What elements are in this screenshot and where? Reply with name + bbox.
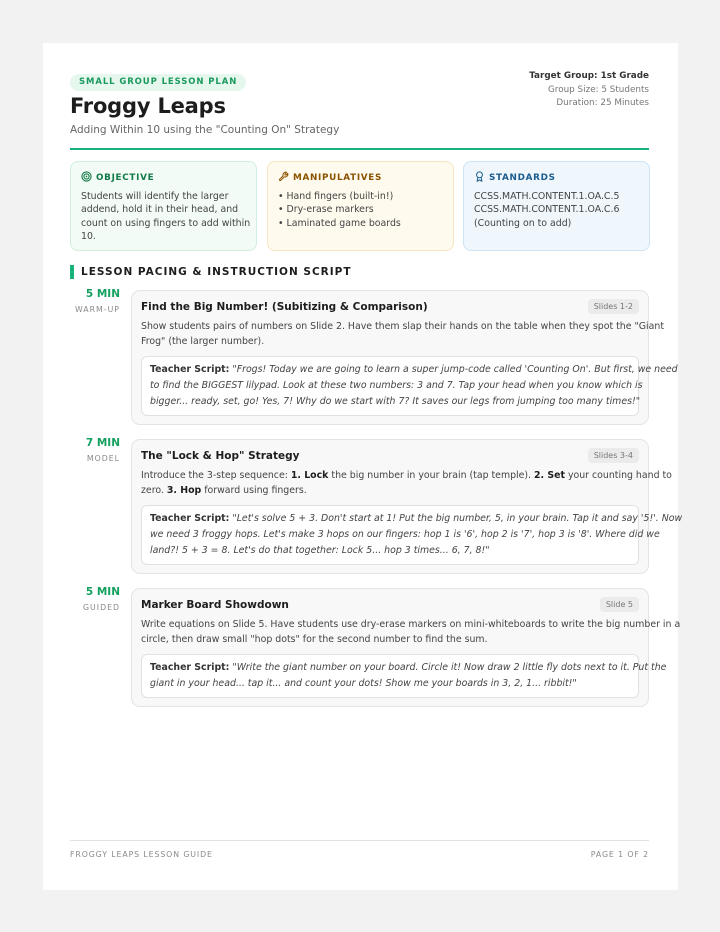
page-title: Froggy Leaps: [70, 94, 226, 118]
step-phase: MODEL: [86, 454, 120, 463]
script-line: giant in your head... tap it... and count your dots! Show me your boards in 3, 2, 1... ribbit!": [150, 677, 577, 689]
description-line: Show students pairs of numbers on Slide 2. Have them slap their hands on the table when they spot the "Giant: [141, 321, 665, 332]
lesson-type-tag: SMALL GROUP LESSON PLAN: [70, 74, 246, 91]
step-time: [70, 437, 120, 463]
step-card: [131, 588, 681, 707]
objective-box: [70, 161, 257, 251]
slides-badge: Slides 1-2: [588, 299, 639, 314]
script-line: we need 3 froggy hops. Let's make 3 hops on our fingers: hop 1 is '6', hop 2 is '7', hop 3 is '8'. Where did we: [150, 528, 660, 540]
step-phase: WARM-UP: [75, 305, 120, 314]
page-subtitle: Adding Within 10 using the "Counting On" Strategy: [70, 124, 340, 136]
step-description: [141, 617, 681, 648]
teacher-script: [141, 356, 678, 416]
step-description: [141, 468, 672, 499]
step-phase: GUIDED: [83, 603, 120, 612]
description-line: [141, 483, 639, 498]
standard-code: CCSS.MATH.CONTENT.1.OA.C.6: [474, 204, 620, 216]
description-line: Write equations on Slide 5. Have students use dry-erase markers on mini-whiteboards to write the big number in a: [141, 619, 681, 630]
footer-divider: [70, 840, 649, 841]
section-title: LESSON PACING & INSTRUCTION SCRIPT: [70, 265, 352, 279]
description-text: forward using fingers.: [201, 485, 307, 497]
script-line: "Write the giant number on your board. Circle it! Now draw 2 little fly dots next to it. Put the: [232, 661, 667, 673]
slides-badge: Slides 3-4: [588, 448, 639, 463]
step-time: [70, 288, 120, 314]
target-icon: [81, 171, 92, 185]
standard-code: CCSS.MATH.CONTENT.1.OA.C.5: [474, 191, 620, 202]
manipulatives-list: [278, 190, 443, 230]
script-line: "Let's solve 5 + 3. Don't start at 1! Put the big number, 5, in your brain. Tap it and say '5!'. Now: [232, 512, 683, 524]
description-text: your counting hand to: [564, 470, 672, 481]
step-title: Find the Big Number! (Subitizing & Comparison): [141, 300, 428, 313]
manipulatives-title: MANIPULATIVES: [293, 173, 383, 183]
standards-header: [474, 171, 639, 185]
header-divider: [70, 148, 649, 150]
manipulatives-box: [267, 161, 454, 251]
description-text: Introduce the 3-step sequence:: [141, 470, 291, 481]
script-label: Teacher Script:: [150, 363, 230, 375]
step-keyword: 3. Hop: [166, 485, 202, 497]
objective-title: OBJECTIVE: [96, 173, 155, 183]
group-size: Group Size: 5 Students: [547, 84, 649, 95]
script-label: Teacher Script:: [150, 661, 230, 673]
standard-note: (Counting on to add): [474, 217, 572, 229]
slides-badge: Slide 5: [600, 597, 639, 612]
list-item: • Hand fingers (built-in!): [278, 191, 394, 202]
wrench-icon: [278, 171, 289, 185]
ribbon-icon: [474, 171, 485, 185]
manipulatives-header: [278, 171, 443, 185]
step-card: [131, 439, 683, 574]
description-line: Frog" (the larger number).: [141, 336, 265, 348]
objective-text: [81, 190, 251, 244]
description-text: the big number in your brain (tap temple).: [328, 470, 535, 481]
step-title: The "Lock & Hop" Strategy: [141, 449, 300, 462]
objective-line: addend, hold it in their head, and: [81, 204, 239, 216]
step-keyword: 2. Set: [534, 470, 565, 481]
script-line: "Frogs! Today we are going to learn a super jump-code called 'Counting On'. But first, we need: [232, 363, 678, 375]
objective-header: [81, 171, 246, 185]
list-item: • Dry-erase markers: [278, 204, 374, 216]
step-card: [131, 290, 678, 425]
description-line: [141, 468, 672, 483]
objective-line: count on using fingers to add within: [81, 217, 251, 229]
step-minutes: 7 MIN: [85, 437, 120, 449]
lesson-meta: [529, 70, 649, 111]
standards-box: [463, 161, 650, 251]
teacher-script: [141, 505, 683, 565]
description-text: zero.: [141, 485, 167, 497]
objective-line: Students will identify the larger: [81, 191, 229, 202]
step-keyword: 1. Lock: [290, 470, 329, 481]
teacher-script: [141, 654, 667, 698]
footer-page-number: PAGE 1 OF 2: [590, 850, 649, 859]
duration: Duration: 25 Minutes: [556, 98, 649, 108]
script-line: bigger... ready, set, go! Yes, 7! Why do we start with 7? It saves our legs from jumping too many times!": [150, 395, 641, 407]
standards-title: STANDARDS: [489, 173, 556, 183]
script-line: to find the BIGGEST lilypad. Look at these two numbers: 3 and 7. Tap your head when you know which is: [150, 379, 643, 391]
target-group: Target Group: 1st Grade: [529, 71, 649, 81]
standards-text: [474, 190, 639, 230]
objective-line: 10.: [81, 231, 96, 243]
lesson-plan-page: [43, 43, 683, 890]
step-title: Marker Board Showdown: [141, 598, 289, 611]
script-label: Teacher Script:: [150, 512, 230, 524]
step-minutes: 5 MIN: [85, 586, 120, 598]
step-description: [141, 319, 665, 350]
script-line: land?! 5 + 3 = 8. Let's do that together: Lock 5... hop 3 times... 6, 7, 8!": [150, 544, 490, 556]
step-minutes: 5 MIN: [85, 288, 120, 300]
footer-guide-title: FROGGY LEAPS LESSON GUIDE: [70, 850, 213, 859]
list-item: • Laminated game boards: [278, 217, 401, 229]
step-time: [70, 586, 120, 612]
description-line: circle, then draw small "hop dots" for the second number to find the sum.: [141, 634, 488, 646]
